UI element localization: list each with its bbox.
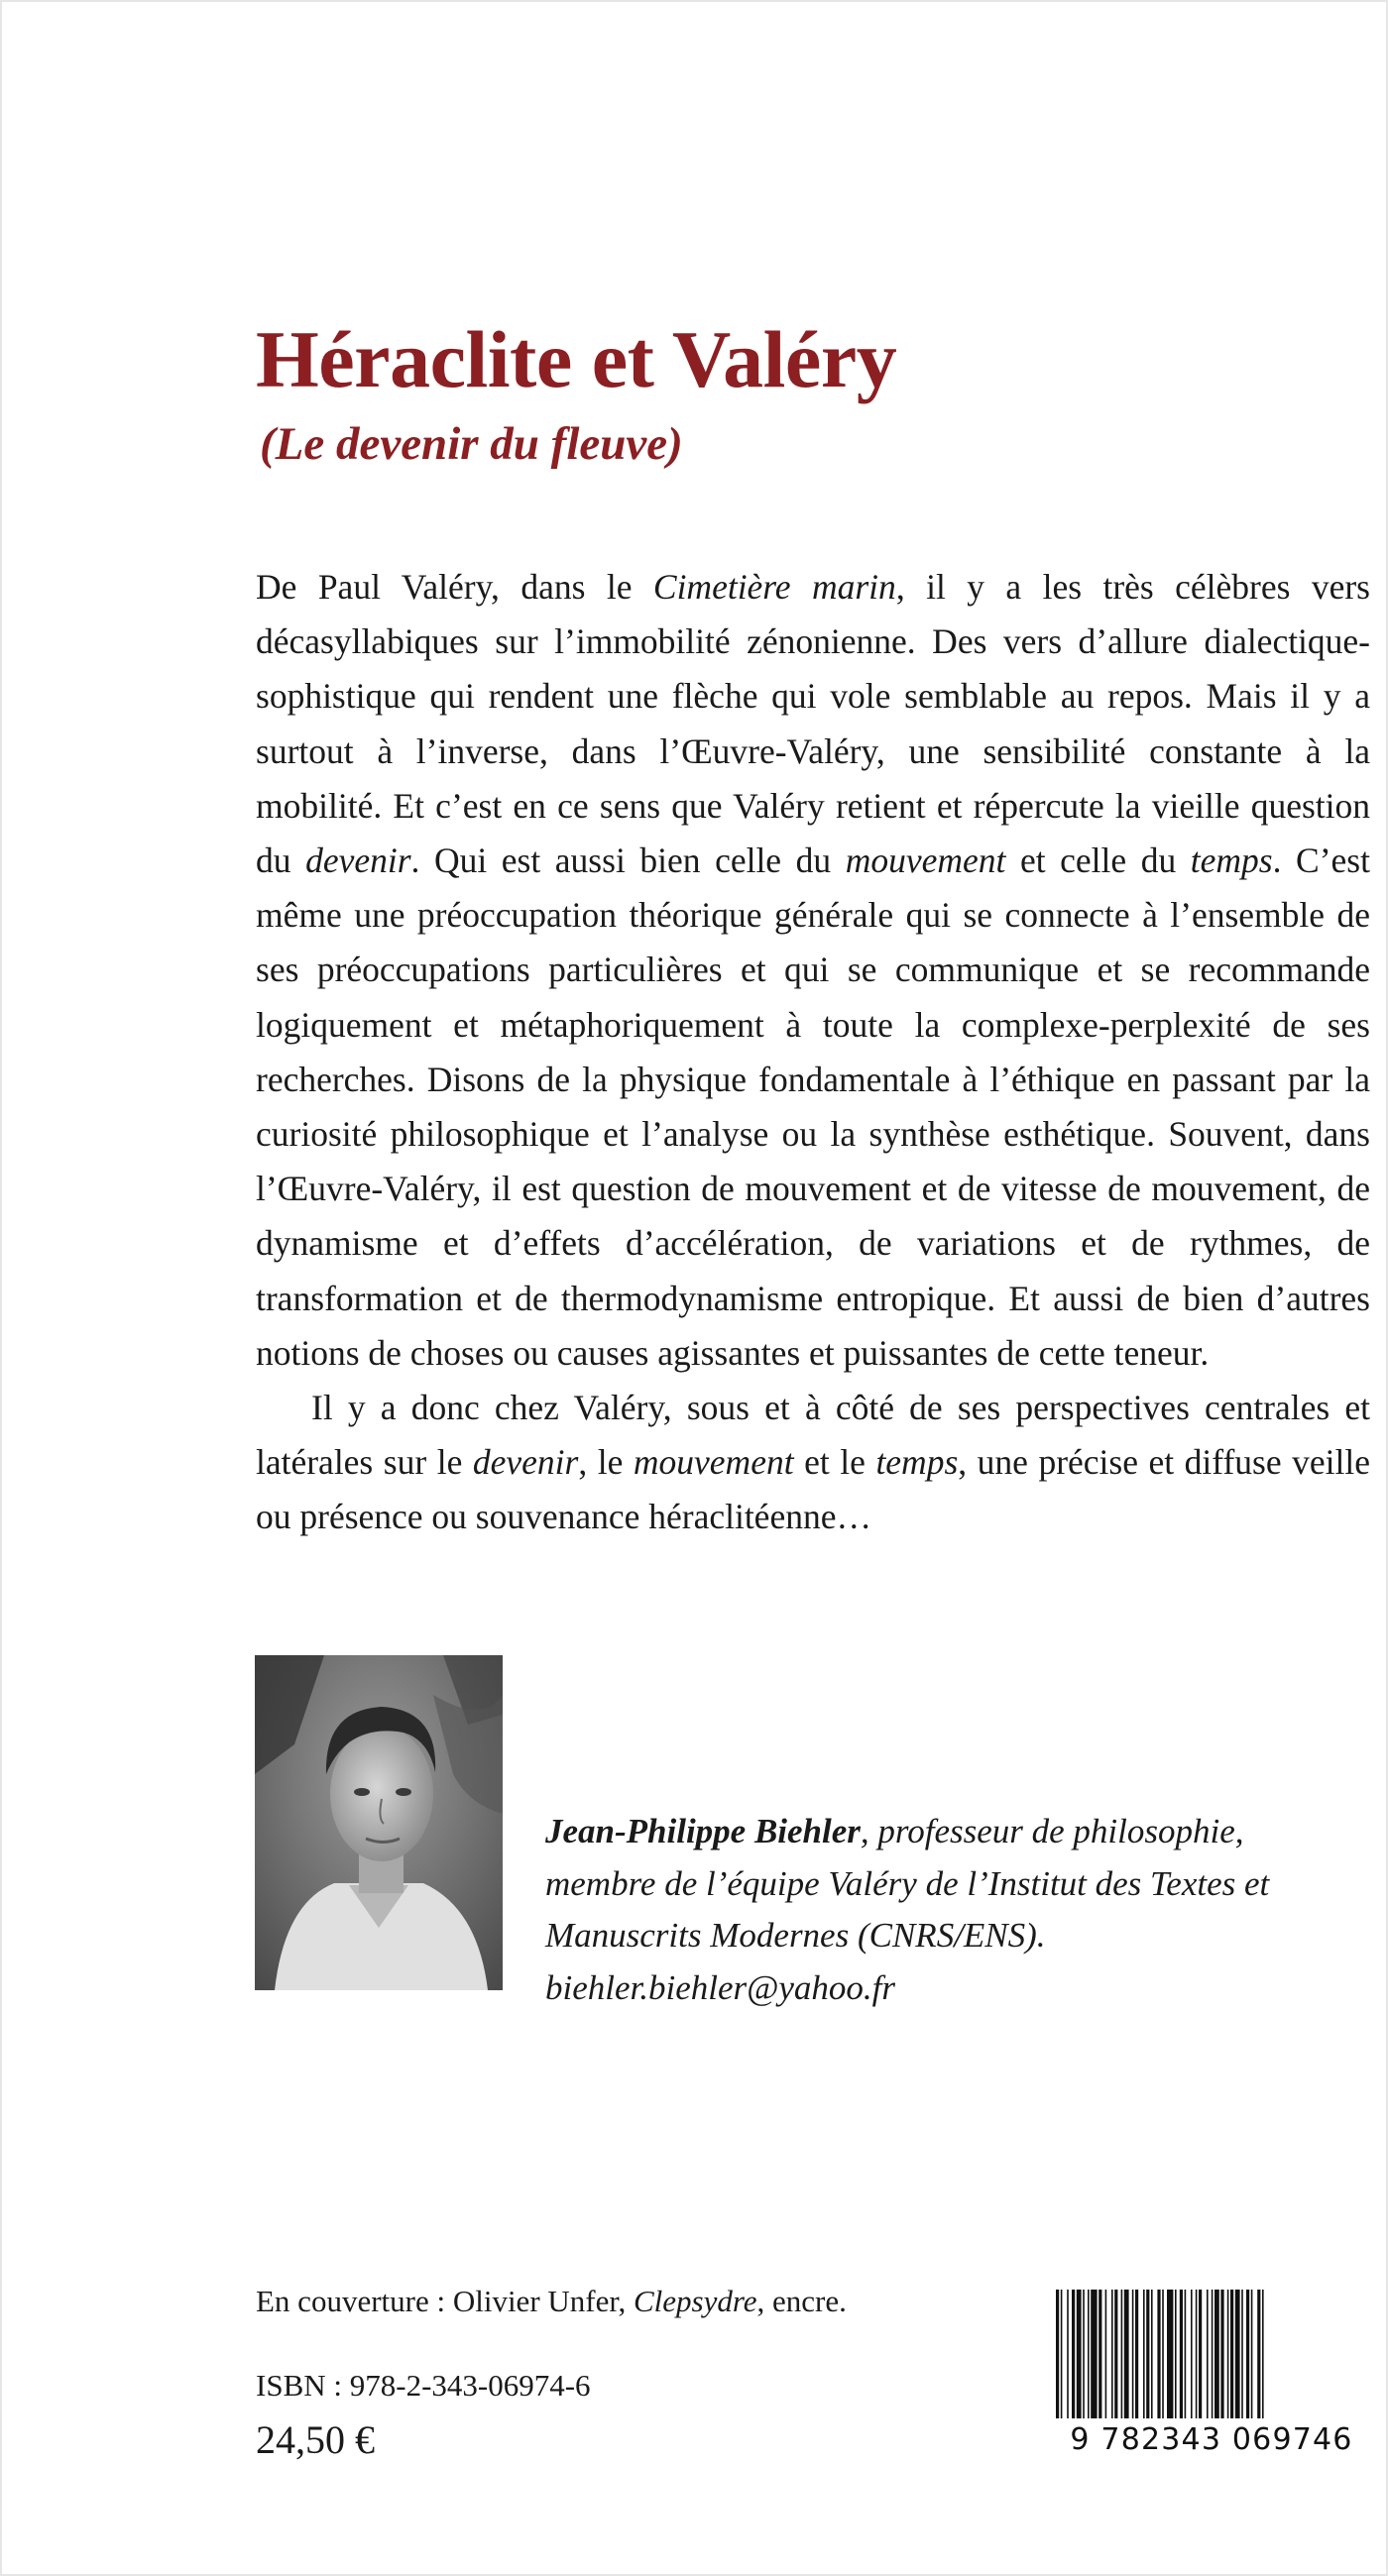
text-run: . C’est même une préoccupation théorique générale qui se connecte à l’ensemble de ses préoccupations particulières et qui se communique et se recommande logiquement et métaphoriquement à toute la complexe-perplexité de ses recherches. Disons de la physique fondamentale à l’éthique en passant par la curiosité philosophique et l’analyse ou la synthèse esthétique. Souvent, dans l’Œuvre-Valéry, il est question de mouvement et de vitesse de mouvement, de dynamisme et d’effets d’accélération, de variations et de rythmes, de transformation et de thermodynamisme entropique. Et aussi de bien d’autres notions de choses ou causes agissantes et puissantes de cette teneur. (256, 840, 1370, 1373)
book-title: Héraclite et Valéry (256, 314, 897, 404)
book-subtitle: (Le devenir du fleuve) (260, 418, 683, 470)
author-email: biehler.biehler@yahoo.fr (545, 1967, 895, 2007)
isbn: ISBN : 978-2-343-06974-6 (256, 2368, 591, 2403)
author-bio-line-2: membre de l’équipe Valéry de l’Institut des Textes et (545, 1863, 1270, 1903)
author-bio (545, 1806, 1370, 2014)
author-name: Jean-Philippe Biehler (545, 1812, 861, 1850)
blurb-paragraph-1 (256, 560, 1370, 1381)
text-run: et celle du (1005, 840, 1191, 881)
text-run: temps (1190, 840, 1273, 881)
author-bio-line-3: Manuscrits Modernes (CNRS/ENS). (545, 1916, 1046, 1956)
price: 24,50 € (256, 2417, 375, 2462)
text-run: mouvement (633, 1442, 794, 1483)
text-run: devenir (472, 1442, 579, 1483)
text-run: , le (578, 1442, 634, 1483)
text-run: , il y a les très célèbres vers décasyllabiques sur l’immobilité zénonienne. Des vers d’allure dialectique-sophistique qui rendent une flèche qui vole semblable au repos. Mais il y a surtout à l’inverse, dans l’Œuvre-Valéry, une sensibilité constante à la mobilité. Et c’est en ce sens que Valéry retient et répercute la vieille question du (256, 567, 1370, 881)
barcode-digits: 9 782343 069746 (1051, 2418, 1372, 2462)
blurb (256, 560, 1370, 1545)
cover-credit: En couverture : Olivier Unfer, Clepsydre, encre. (256, 2284, 847, 2318)
text-run: . Qui est aussi bien celle du (410, 840, 846, 881)
cover-artwork-title: Clepsydre (633, 2284, 757, 2318)
text-run: temps (875, 1442, 959, 1483)
text-run: , une précise et diffuse veille ou présence ou souvenance héraclitéenne… (256, 1442, 1371, 1537)
author-portrait-image (255, 1655, 503, 1990)
text-run: Cimetière marin (652, 567, 896, 607)
text-run: devenir (305, 840, 411, 881)
text-run: De Paul Valéry, dans le (256, 567, 653, 607)
author-bio-line-1: Jean-Philippe Biehler, professeur de philosophie, (545, 1812, 1244, 1850)
blurb-paragraph-2 (256, 1381, 1370, 1545)
text-run: mouvement (845, 840, 1006, 881)
text-run: et le (793, 1442, 876, 1483)
text-run: Il y a donc chez Valéry, sous et à côté de ses perspectives centrales et latérales sur le (256, 1388, 1370, 1483)
author-photo (255, 1655, 503, 1990)
